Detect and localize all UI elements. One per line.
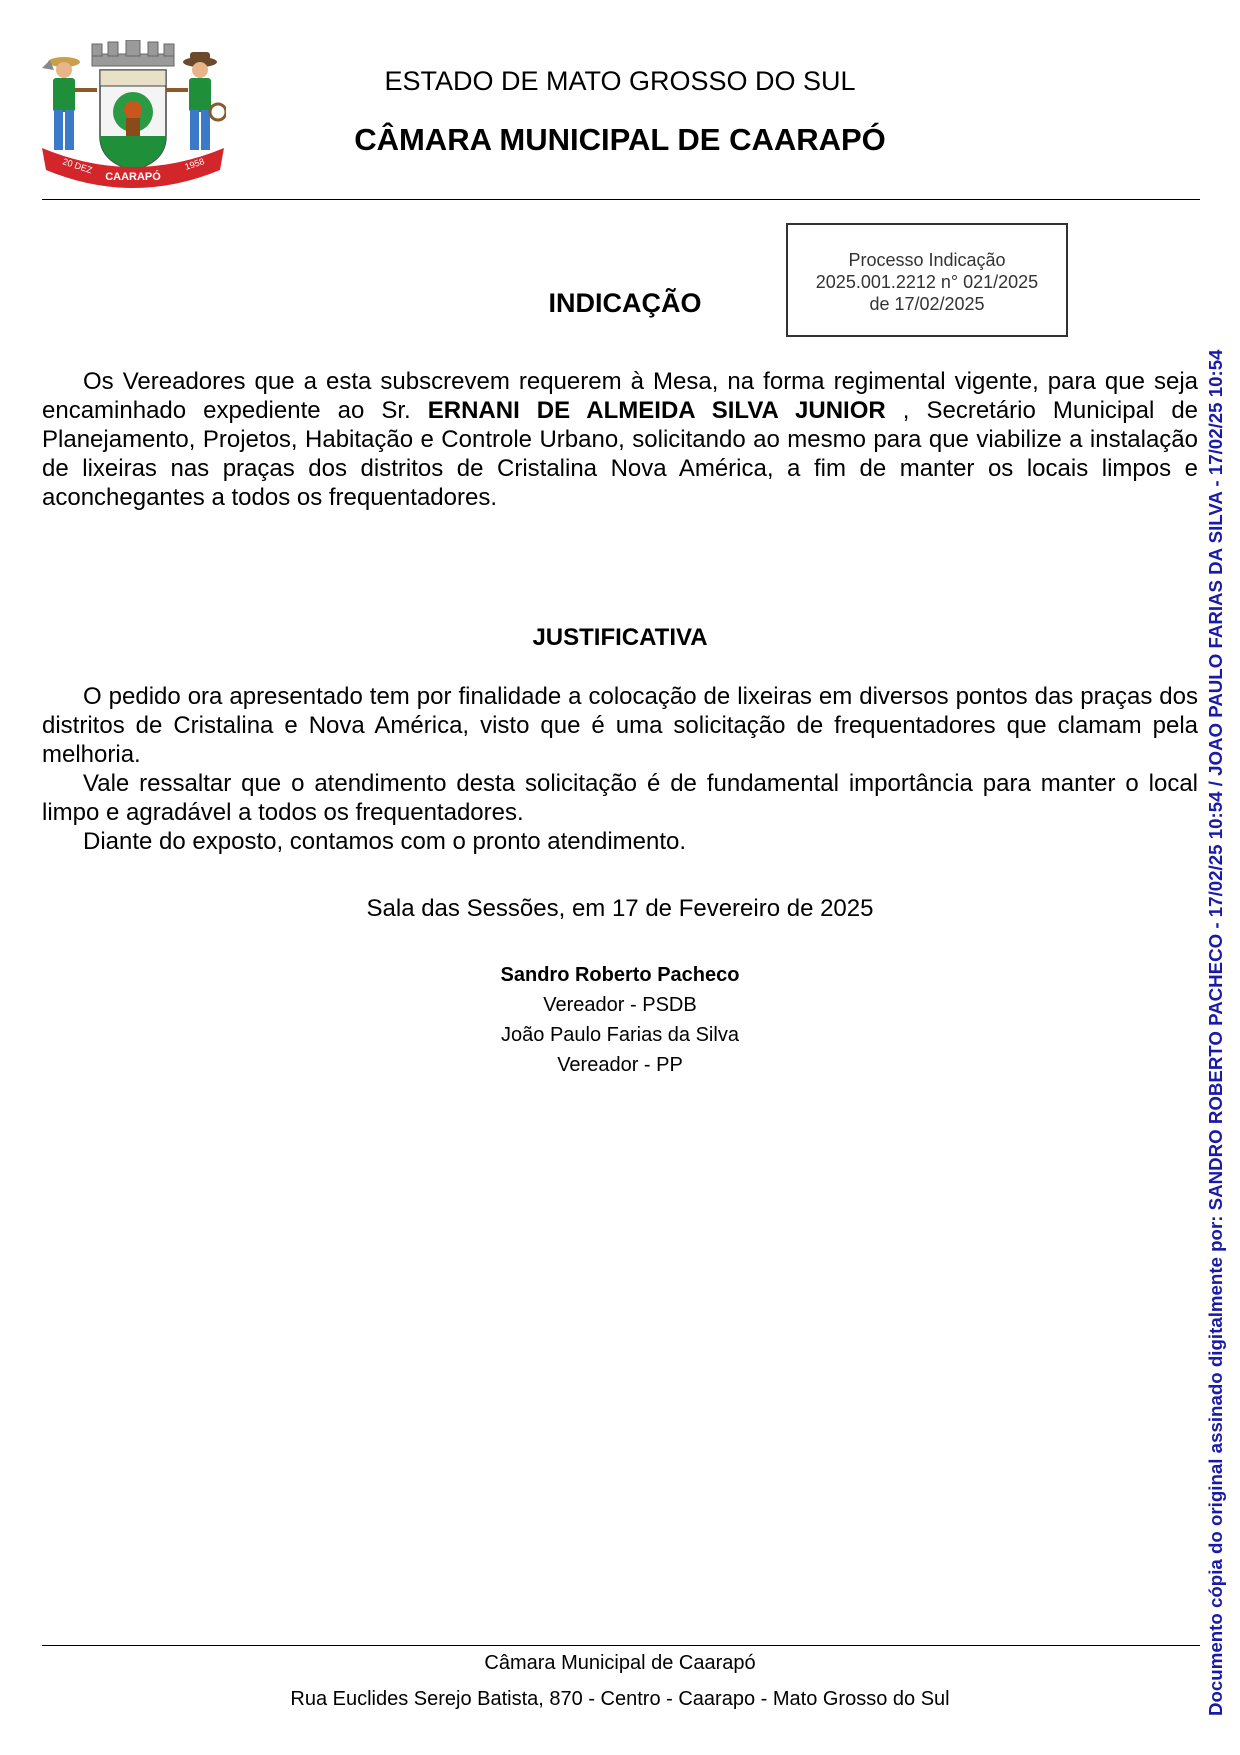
stamp-line-2: 2025.001.2212 n° 021/2025: [815, 272, 1039, 292]
justification-heading: JUSTIFICATIVA: [532, 624, 708, 651]
footer-institution: Câmara Municipal de Caarapó: [484, 1652, 756, 1674]
header-divider: [42, 199, 1200, 200]
ribbon-right-text: 1958: [183, 156, 206, 172]
session-date-line: Sala das Sessões, em 17 de Fevereiro de 2025: [366, 895, 874, 922]
justification-paragraph: Diante do exposto, contamos com o pronto atendimento.: [83, 828, 687, 855]
recipient-name: ERNANI DE ALMEIDA SILVA JUNIOR: [427, 397, 886, 424]
crown-icon: [92, 40, 174, 66]
signatory-role: Vereador - PP: [557, 1054, 683, 1076]
footer-divider: [42, 1645, 1200, 1646]
stamp-line-1: Processo Indicação: [848, 250, 1006, 270]
signatory-name: Sandro Roberto Pacheco: [500, 964, 740, 986]
request-text-after: , Secretário Municipal de Planejamento, Projetos, Habitação e Controle Urbano, solicitando ao mesmo para que viabilize a instalação de lixeiras nas praças dos distritos de Cristalina Nova América, a fim de manter os locais limpos e aconchegantes a todos os frequentadores.: [42, 397, 1199, 511]
signatory-name: João Paulo Farias da Silva: [501, 1024, 739, 1046]
state-name: ESTADO DE MATO GROSSO DO SUL: [384, 66, 856, 96]
footer-address: Rua Euclides Serejo Batista, 870 - Centro - Caarapo - Mato Grosso do Sul: [290, 1688, 950, 1710]
ribbon-center-text: CAARAPÓ: [105, 171, 161, 183]
left-figure-icon: [42, 57, 97, 150]
justification-paragraph: Vale ressaltar que o atendimento desta solicitação é de fundamental importância para manter o local limpo e agradável a todos os frequentadores.: [42, 770, 1198, 826]
protocol-stamp: [786, 223, 1068, 337]
ribbon-left-text: 20 DEZ: [61, 156, 94, 176]
chamber-title: CÂMARA MUNICIPAL DE CAARAPÓ: [354, 122, 886, 157]
document-title: INDICAÇÃO: [548, 288, 702, 318]
request-paragraph: [42, 367, 1198, 512]
signatory-role: Vereador - PSDB: [543, 994, 697, 1016]
digital-signature-stamp: Documento cópia do original assinado digitalmente por: SANDRO ROBERTO PACHECO - 17/02/25 10:54 / JOAO PAULO FARIAS DA SILVA - 17/02/25 10:54: [1205, 349, 1226, 1716]
coat-of-arms-logo: [40, 40, 226, 192]
shield-icon: [100, 70, 166, 170]
right-figure-icon: [166, 52, 226, 150]
justification-paragraph: O pedido ora apresentado tem por finalidade a colocação de lixeiras em diversos pontos das praças dos distritos de Cristalina e Nova América, visto que é uma solicitação de frequentadores que clamam pela melhoria.: [42, 683, 1198, 768]
request-text-before: Os Vereadores que a esta subscrevem requerem à Mesa, na forma regimental vigente, para que seja encaminhado expediente ao Sr.: [42, 368, 1198, 424]
stamp-line-3: de 17/02/2025: [869, 294, 985, 314]
